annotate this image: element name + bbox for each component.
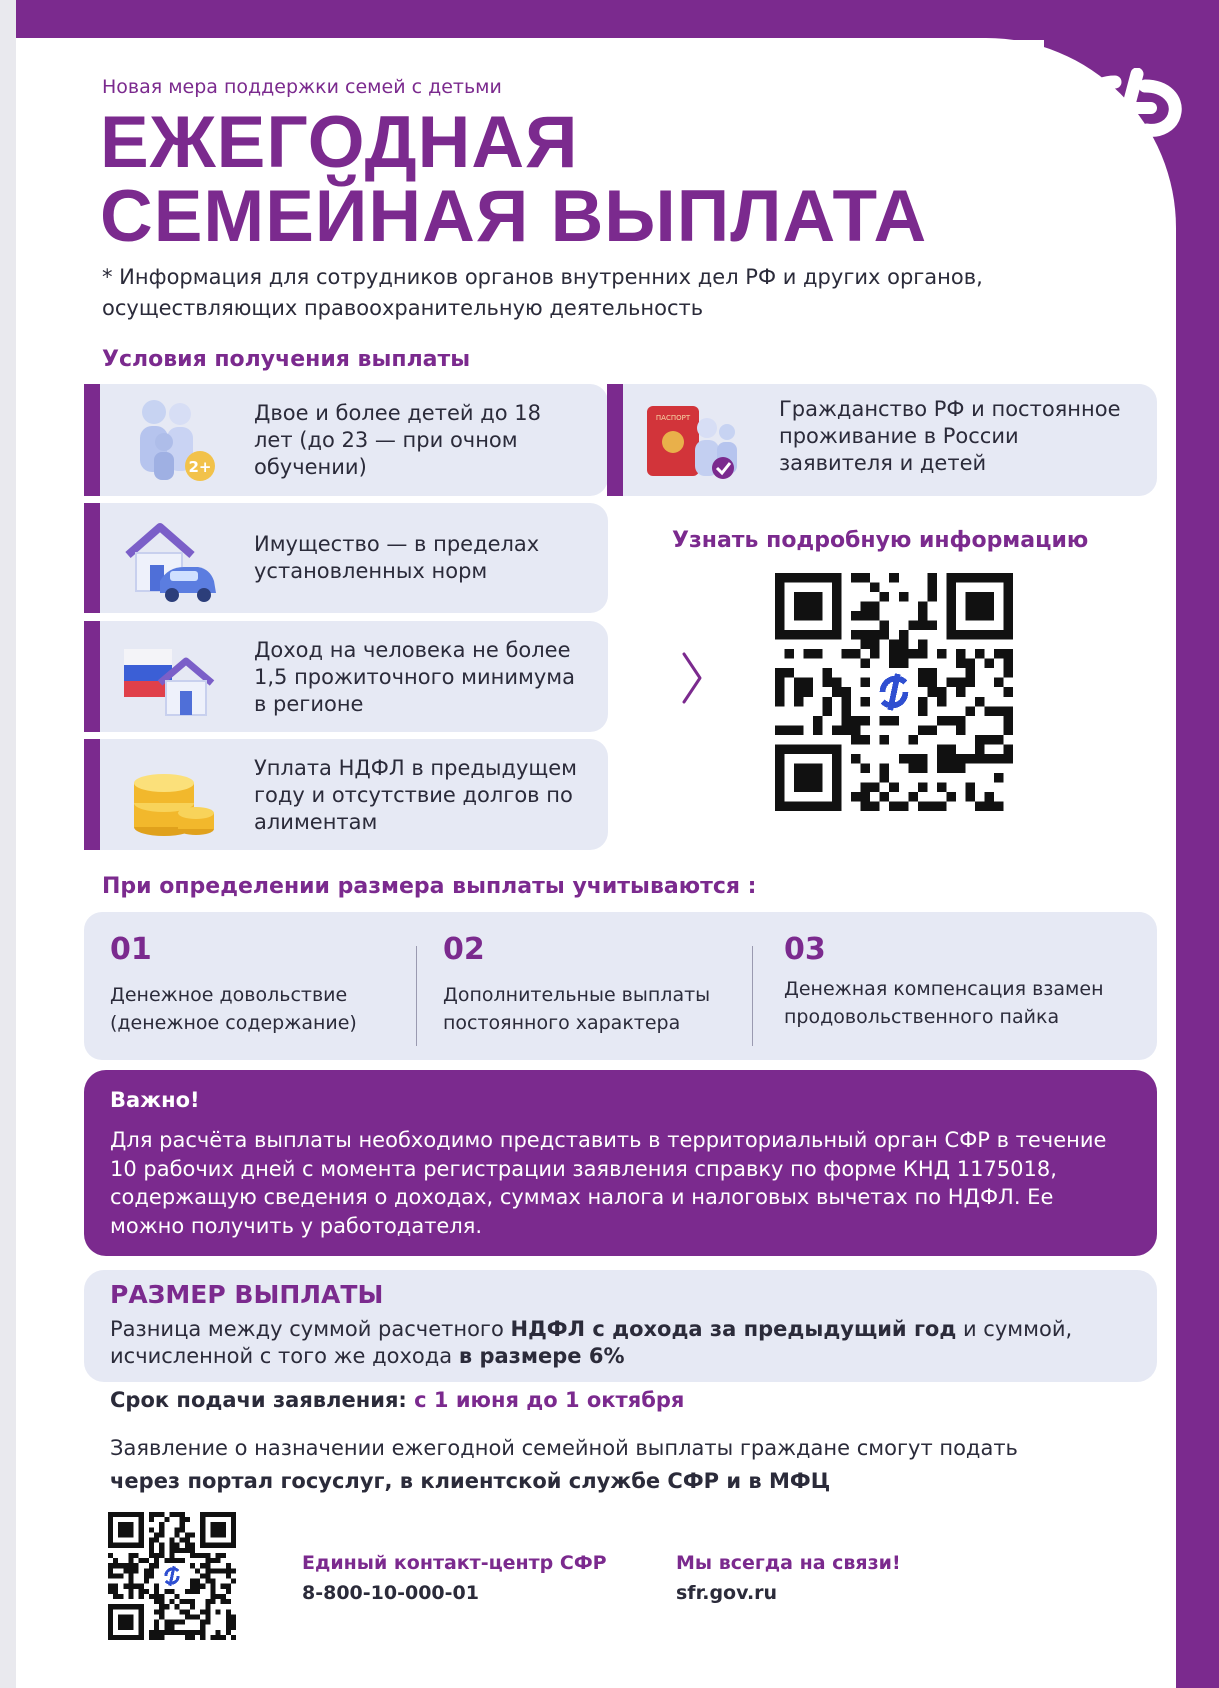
factor-number: 01: [110, 932, 152, 967]
condition-text-citizenship: Гражданство РФ и постоянное проживание в России заявителя и детей: [779, 397, 1121, 475]
title-line-2: СЕМЕЙНАЯ ВЫПЛАТА: [100, 176, 928, 257]
contact-label: Единый контакт-центр СФР: [302, 1552, 607, 1574]
size-text-2: НДФЛ с дохода за предыдущий год: [510, 1317, 957, 1341]
factor-text: Дополнительные выплаты постоянного характера: [443, 984, 711, 1034]
more-info-heading: Узнать подробную информацию: [672, 528, 1089, 553]
apply-line-2: через портал госуслуг, в клиентской службе СФР и в МФЦ: [110, 1469, 831, 1493]
condition-card-income: [84, 621, 608, 732]
deadline-label: Срок подачи заявления:: [110, 1388, 415, 1412]
deadline: [110, 1388, 684, 1412]
payment-size-body: [110, 1316, 1140, 1370]
size-text-3: и суммой, исчисленной с того же дохода: [110, 1317, 1073, 1368]
coins-icon: [120, 747, 220, 843]
flag-house-icon: [120, 629, 220, 725]
chevron-right-icon: [680, 650, 704, 706]
website-link[interactable]: sfr.gov.ru: [676, 1582, 778, 1604]
condition-card-children: [84, 384, 608, 496]
payment-size-box: [84, 1270, 1157, 1382]
apply-info: [110, 1432, 1140, 1498]
conditions-heading: Условия получения выплаты: [102, 347, 471, 372]
title-line-1: ЕЖЕГОДНАЯ: [100, 102, 579, 183]
factor-text: Денежное довольствие (денежное содержание): [110, 984, 357, 1034]
page-title: [100, 102, 928, 257]
badge-2plus: 2+: [188, 458, 212, 476]
condition-text-income: Доход на человека не более 1,5 прожиточного минимума в регионе: [254, 638, 576, 716]
qr-code-small-icon[interactable]: [108, 1512, 236, 1640]
contact-phone[interactable]: 8-800-10-000-01: [302, 1582, 479, 1604]
left-strip: [0, 0, 16, 1688]
divider: [752, 946, 753, 1046]
house-car-icon: [120, 511, 220, 607]
passport-family-icon: [643, 392, 743, 488]
condition-card-citizenship: [607, 384, 1157, 496]
factor-number: 02: [443, 932, 485, 967]
condition-card-tax: [84, 739, 608, 850]
family-icon: [120, 392, 220, 488]
deadline-value: с 1 июня до 1 октября: [414, 1388, 685, 1412]
condition-text-property: Имущество — в пределах установленных норм: [254, 532, 540, 583]
factor-03: [784, 932, 1124, 1031]
condition-text-children: Двое и более детей до 18 лет (до 23 — при очном обучении): [254, 401, 541, 479]
condition-text-tax: Уплата НДФЛ в предыдущем году и отсутствие долгов по алиментам: [254, 756, 577, 834]
factors-panel: [84, 912, 1157, 1060]
payment-size-heading: РАЗМЕР ВЫПЛАТЫ: [110, 1280, 384, 1309]
important-heading: Важно!: [110, 1088, 200, 1112]
factor-number: 03: [784, 932, 826, 967]
audience-note: * Информация для сотрудников органов внутренних дел РФ и других органов, осуществляющих правоохранительную деятельность: [102, 265, 983, 320]
sfr-logo-icon: [1075, 68, 1185, 148]
factors-heading: При определении размера выплаты учитываются :: [102, 874, 757, 899]
factor-01: [110, 932, 400, 1037]
important-body: Для расчёта выплаты необходимо представить в территориальный орган СФР в течение 10 рабочих дней с момента регистрации заявления справку по форме КНД 1175018, содержащую сведения о доходах, суммах налога и налоговых вычетах по НДФЛ. Ее можно получить у работодателя.: [110, 1128, 1107, 1238]
page-subtitle: Новая мера поддержки семей с детьми: [102, 76, 502, 98]
divider: [416, 946, 417, 1046]
important-box: [84, 1070, 1157, 1256]
size-text-1: Разница между суммой расчетного: [110, 1317, 511, 1341]
qr-code-icon[interactable]: [775, 573, 1013, 811]
passport-label: ПАСПОРТ: [655, 414, 691, 422]
size-text-4: в размере 6%: [458, 1344, 625, 1368]
always-label: Мы всегда на связи!: [676, 1552, 901, 1574]
top-band: [0, 0, 1219, 40]
apply-line-1: Заявление о назначении ежегодной семейной выплаты граждане смогут подать: [110, 1436, 1018, 1460]
factor-text: Денежная компенсация взамен продовольственного пайка: [784, 978, 1104, 1028]
website-block: [676, 1552, 901, 1604]
factor-02: [443, 932, 743, 1037]
condition-card-property: [84, 503, 608, 613]
contact-center: [302, 1552, 607, 1604]
